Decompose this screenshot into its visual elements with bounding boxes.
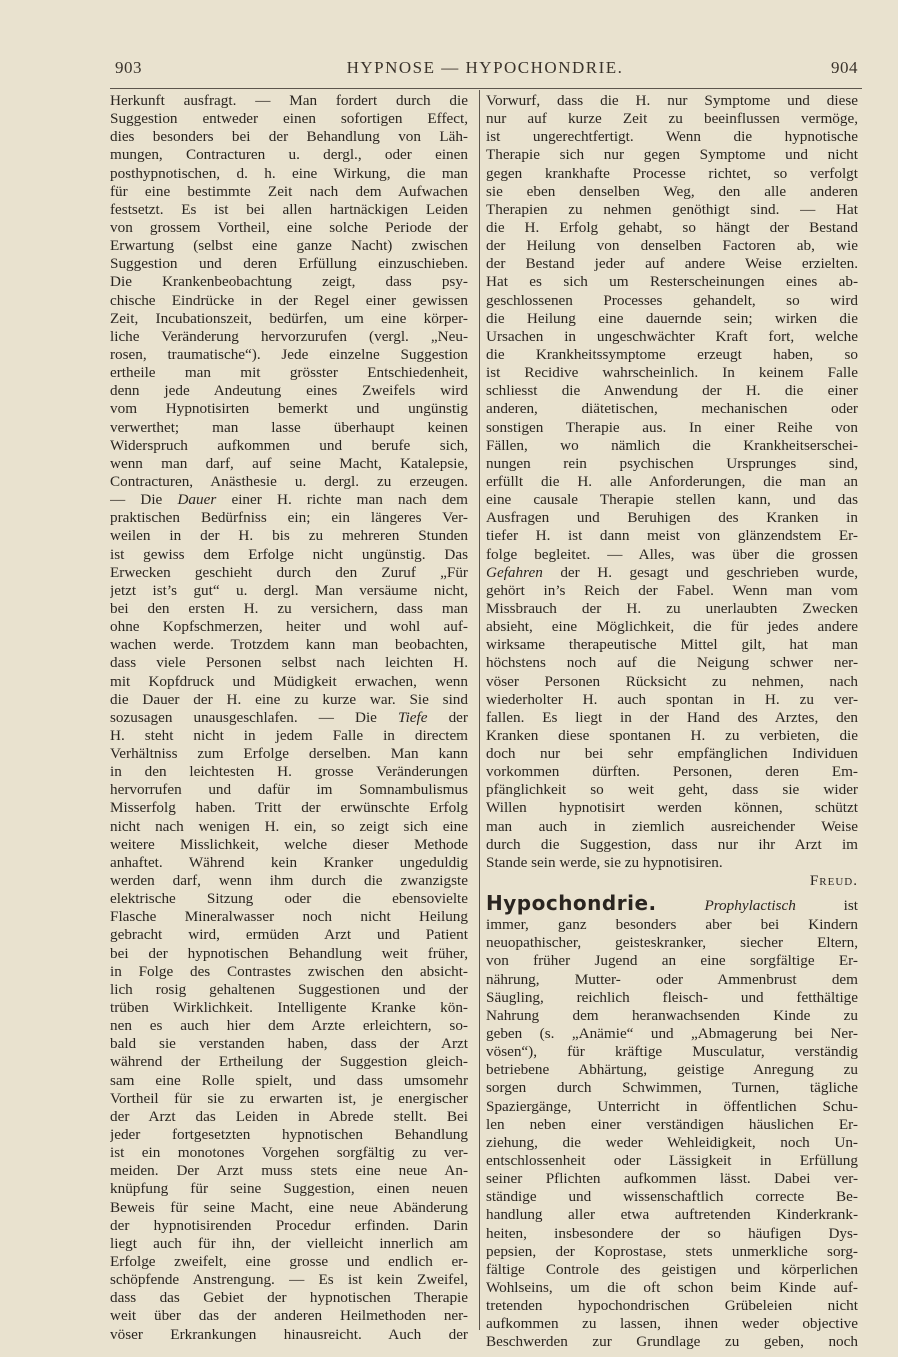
text-line: Wohlseins, um die oft schon beim Kinde auf- (486, 1279, 858, 1296)
text-line: trüben Wirklichkeit. Intelligente Kranke kön- (110, 999, 468, 1017)
text-line: rosen, traumatische“). Jede einzelne Suggestion (110, 345, 468, 363)
page-number-left: 903 (115, 58, 142, 77)
text-line: Fällen, wo nämlich die Krankheitserschei- (486, 436, 858, 454)
text-line: dass viele Personen selbst nach leichten H. (110, 654, 468, 672)
text-line: Suggestion entweder einen sofortigen Effect, (110, 110, 468, 128)
running-title: HYPNOSE — HYPOCHONDRIE. (346, 58, 624, 77)
text-line: Kranken diese spontanen H. zu verbieten, die (486, 726, 858, 744)
text-line: fallen. Es liegt in der Hand des Arztes, den (486, 708, 858, 726)
text-line: vom Hypnotisirten bemerkt und ungünstig (110, 400, 468, 418)
entry-first-rest: ist (843, 897, 858, 915)
text-line: dass das Gebiet der hypnotischen Therapie (110, 1289, 468, 1307)
text-line: weitere Misslichkeit, welche dieser Methode (110, 835, 468, 853)
text-line: Suggestion und deren Erfüllung einzuschieben. (110, 255, 468, 273)
text-line: durch die Suggestion, dass nur ihr Arzt im (486, 835, 858, 853)
text-line: Beschwerden zur Grundlage zu geben, noch (486, 1333, 858, 1351)
text-line: eine causale Therapie stellen kann, und das (486, 491, 858, 509)
text-line: für eine bestimmte Zeit nach dem Aufwachen (110, 182, 468, 200)
text-line: Missbrauch der H. zu unerlaubten Zwecken (486, 599, 858, 617)
text-line: ist gewiss dem Erfolge nicht ungünstig. Das (110, 545, 468, 563)
text-line: verwerthet; man lasse überhaupt keinen (110, 418, 468, 436)
text-line: vöser Erkrankungen hinausreicht. Auch der (110, 1325, 468, 1343)
text-line: Flasche Mineralwasser noch nicht Heilung (110, 908, 468, 926)
text-line: seiner Pflichten aufkommen lässt. Dabei ver- (486, 1170, 858, 1188)
text-line: denn jede Andeutung eines Zweifels wird (110, 382, 468, 400)
text-line: ertheile man mit grösster Entschiedenheit, (110, 364, 468, 382)
text-line: bald sie verstanden haben, dass der Arzt (110, 1035, 468, 1053)
text-line: meiden. Der Arzt muss stets eine neue An- (110, 1162, 468, 1180)
text-line: der Arzt das Leiden in Abrede stellt. Bei (110, 1107, 468, 1125)
text-line: — Die Dauer einer H. richte man nach dem (110, 491, 468, 509)
text-line: von grossem Vortheil, eine solche Periode der (110, 218, 468, 236)
text-line: gebracht wird, ermüden Arzt und Patient (110, 926, 468, 944)
text-line: neuopathischer, geisteskranker, siecher Eltern, (486, 934, 858, 952)
text-line: wiederholter H. auch spontan in H. zu ver- (486, 690, 858, 708)
text-line: len neben einer verständigen häuslichen Er- (486, 1115, 858, 1133)
text-line: bei der hypnotischen Behandlung weit früher, (110, 944, 468, 962)
text-line: Hat es sich um Resterscheinungen eines ab- (486, 273, 858, 291)
text-line: Therapien zu nehmen genöthigt sind. — Hat (486, 200, 858, 218)
text-line: mungen, Contracturen u. dergl., oder einen (110, 146, 468, 164)
text-line: dies besonders bei der Behandlung von Läh- (110, 128, 468, 146)
text-line: praktischen Bedürfniss ein; ein längeres Ver- (110, 509, 468, 527)
text-line: immer, ganz besonders aber bei Kindern (486, 916, 858, 934)
text-line: die Heilung eine dauernde sein; wirken die (486, 309, 858, 327)
text-line: geschlossenen Processes gehandelt, so wird (486, 291, 858, 309)
italic-term: Dauer (177, 491, 217, 509)
text-line: mit Kopfdruck und Müdigkeit erwachen, wenn (110, 672, 468, 690)
header-rule (110, 88, 862, 89)
text-line: Beweis für seine Macht, eine neue Abänderung (110, 1198, 468, 1216)
text-line: hervorrufen und dafür im Somnambulismus (110, 781, 468, 799)
text-line: vöser Personen Rücksicht zu nehmen, nach (486, 672, 858, 690)
text-line: Die Krankenbeobachtung zeigt, dass psy- (110, 273, 468, 291)
text-line: absieht, eine Möglichkeit, die für jedes andere (486, 618, 858, 636)
text-line: doch nur bei sehr empfänglichen Individuen (486, 745, 858, 763)
text-line: Zeit, Incubationszeit, bedürfen, um eine körper- (110, 309, 468, 327)
right-column-part-b (486, 916, 858, 1351)
text-line: pfänglichkeit so weit geht, dass sie wider (486, 781, 858, 799)
text-line: jetzt ist’s gut“ u. dergl. Man versäume nicht, (110, 581, 468, 599)
text-line: Erwartung (selbst eine ganze Nacht) zwischen (110, 237, 468, 255)
text-line: Säugling, reichlich fleisch- und fetthältige (486, 988, 858, 1006)
column-divider (479, 90, 480, 1330)
text-line: nur auf kurze Zeit zu beeinflussen vermöge, (486, 110, 858, 128)
text-line: tiefer H. ist dann meist von glänzendstem Er- (486, 527, 858, 545)
text-line: Vortheil für sie zu erwarten ist, je energischer (110, 1089, 468, 1107)
text-line: fältige Controle des geistigen und körperlichen (486, 1260, 858, 1278)
text-line: nicht nach wenigen H. ein, so zeigt sich eine (110, 817, 468, 835)
author-signature: Freud. (809, 872, 858, 890)
running-header (110, 56, 860, 82)
text-line: der Bestand jeder auf andere Weise erzielten. (486, 255, 858, 273)
text-line: aufkommen zu lassen, ihnen weder objective (486, 1315, 858, 1333)
text-line: anhaftet. Während kein Kranker ungeduldig (110, 853, 468, 871)
text-line: erfüllt die H. alle Anforderungen, die man an (486, 472, 858, 490)
text-line: tretenden hypochondrischen Grübeleien nicht (486, 1297, 858, 1315)
text-line: Ausfragen und Beruhigen des Kranken in (486, 509, 858, 527)
text-line: Nahrung dem heranwachsenden Kinde zu (486, 1006, 858, 1024)
text-line: die Dauer der H. eine zu kurze war. Sie sind (110, 690, 468, 708)
text-line: knüpfung für seine Suggestion, einen neuen (110, 1180, 468, 1198)
text-line: festsetzt. Es ist bei allen hartnäckigen Leiden (110, 200, 468, 218)
entry-headline (486, 890, 858, 916)
text-line: Gefahren der H. gesagt und geschrieben wurde, (486, 563, 858, 581)
text-line: ständige und wissenschaftlich correcte Be- (486, 1188, 858, 1206)
text-line: vorkommen dürften. Personen, deren Em- (486, 763, 858, 781)
text-line: sam eine Rolle spielt, und dass umsomehr (110, 1071, 468, 1089)
text-line: Erfolge zweifelt, eine grosse und endlich er- (110, 1253, 468, 1270)
text-line: weit über das der anderen Heilmethoden ner- (110, 1307, 468, 1325)
text-line: Willen hypnotisirt werden können, schützt (486, 799, 858, 817)
text-line: nungen rein psychischen Ursprunges sind, (486, 454, 858, 472)
text-line: schliesst die Anwendung der H. die einer (486, 382, 858, 400)
text-line: der Heilung von denselben Factoren ab, wie (486, 237, 858, 255)
text-line: die Krankheitssymptome erzeugt haben, so (486, 345, 858, 363)
text-line: gehört in’s Reich der Fabel. Wenn man vom (486, 581, 858, 599)
text-line: folge begleitet. — Alles, was über die grossen (486, 545, 858, 563)
text-line: man auch in ziemlich ausreichender Weise (486, 817, 858, 835)
text-line: nen es auch hier dem Arzte erleichtern, so- (110, 1017, 468, 1035)
text-line: nährung, Mutter- oder Ammenbrust dem (486, 970, 858, 988)
text-line: die H. Erfolg gehabt, so hängt der Bestand (486, 218, 858, 236)
text-line: jeder fortgesetzten hypnotischen Behandlung (110, 1126, 468, 1144)
text-line: liche Veränderung hervorzurufen (vergl. „Neu- (110, 327, 468, 345)
text-line: in den leichtesten H. grosse Veränderungen (110, 763, 468, 781)
text-line: Therapie sich nur gegen Symptome und nicht (486, 146, 858, 164)
text-line: Ursachen in ungeschwächter Kraft fort, welche (486, 327, 858, 345)
text-line: pepsien, der Koprostase, stets unmerkliche sorg- (486, 1242, 858, 1260)
text-line: heiten, insbesondere der so häufigen Dys- (486, 1224, 858, 1242)
text-line: betriebene Abhärtung, geistige Anregung zu (486, 1061, 858, 1079)
italic-term: Gefahren (486, 563, 543, 581)
right-column (486, 92, 858, 1352)
text-line: in Folge des Contrastes zwischen den absicht- (110, 962, 468, 980)
text-line: anderen, diätetischen, mechanischen oder (486, 400, 858, 418)
text-line: ohne Kopfschmerzen, heiter und wohl auf- (110, 618, 468, 636)
text-line: lich rosig gehaltenen Suggestionen und der (110, 980, 468, 998)
text-line: ziehung, die weder Wehleidigkeit, noch Un- (486, 1133, 858, 1151)
text-line: entschlossenheit oder Lässigkeit in Erfüllung (486, 1152, 858, 1170)
text-line: handlung aller etwa auftretenden Kinderkrank- (486, 1206, 858, 1224)
text-line: wirksame therapeutische Mittel gilt, hat man (486, 636, 858, 654)
text-line: geben (s. „Anämie“ und „Abmagerung bei Ner- (486, 1025, 858, 1043)
text-line: Misserfolg haben. Tritt der erwünschte Erfolg (110, 799, 468, 817)
text-line: ist ungerechtfertigt. Wenn die hypnotische (486, 128, 858, 146)
text-line: der hypnotisirenden Procedur erfinden. Darin (110, 1216, 468, 1234)
text-line: gegen krankhafte Processe richtet, so verfolgt (486, 164, 858, 182)
text-line: sonstigen Therapie aus. In einer Reihe von (486, 418, 858, 436)
text-line: Stande sein werde, sie zu hypnotisiren. (486, 853, 723, 871)
text-line: wenn man darf, auf seine Macht, Katalepsie, (110, 454, 468, 472)
text-line: vösen“), für kräftige Musculatur, verständig (486, 1043, 858, 1061)
text-line: sozusagen unausgeschlafen. — Die Tiefe der (110, 708, 468, 726)
right-column-part-a (486, 92, 858, 872)
text-line: sie eben denselben Weg, den alle anderen (486, 182, 858, 200)
text-line: H. steht nicht in jedem Falle in directem (110, 726, 468, 744)
text-line: bei den ersten H. zu versichern, dass man (110, 599, 468, 617)
text-line: posthypnotischen, d. h. eine Wirkung, die man (110, 164, 468, 182)
italic-term: Tiefe (397, 708, 428, 726)
text-line: ist Recidive wahrscheinlich. In keinem Falle (486, 364, 858, 382)
text-line: während der Ertheilung der Suggestion gleich- (110, 1053, 468, 1071)
text-line: Vorwurf, dass die H. nur Symptome und diese (486, 92, 858, 109)
text-line: weilen in der H. bis zu mehreren Stunden (110, 527, 468, 545)
text-line: wachen werde. Trotzdem kann man beobachten, (110, 636, 468, 654)
text-line: höchstens noch auf die Neigung schwer ner- (486, 654, 858, 672)
entry-headword: Hypochondrie. (486, 891, 657, 916)
text-line: sorgen durch Schwimmen, Turnen, tägliche (486, 1079, 858, 1097)
text-line: Herkunft ausfragt. — Man fordert durch die (110, 92, 468, 109)
text-line: elektrische Sitzung oder die ebensovielte (110, 890, 468, 908)
text-line: Erwecken geschieht durch den Zuruf „Für (110, 563, 468, 581)
text-line: von früher Jugend an eine sorgfältige Er- (486, 952, 858, 970)
text-line: Spaziergänge, Unterricht in öffentlichen Schu- (486, 1097, 858, 1115)
text-line: ist ein monotones Vorgehen sorgfältig zu ver- (110, 1144, 468, 1162)
entry-first-italic: Prophylactisch (704, 897, 796, 915)
page-number-right: 904 (831, 58, 858, 77)
text-line: schöpfende Anstrengung. — Es ist kein Zweifel, (110, 1271, 468, 1289)
text-line: chische Eindrücke in der Regel einer gewissen (110, 291, 468, 309)
text-line: liegt auch für ihn, der vielleicht innerlich am (110, 1234, 468, 1252)
left-column (110, 92, 468, 1344)
text-line: Verhältniss zum Erfolge derselben. Man kann (110, 745, 468, 763)
text-line: Contracturen, Anästhesie u. dergl. zu erzeugen. (110, 472, 468, 490)
text-line: Widerspruch aufkommen und berufe sich, (110, 436, 468, 454)
text-line: werden darf, wenn ihm durch die zwanzigste (110, 872, 468, 890)
